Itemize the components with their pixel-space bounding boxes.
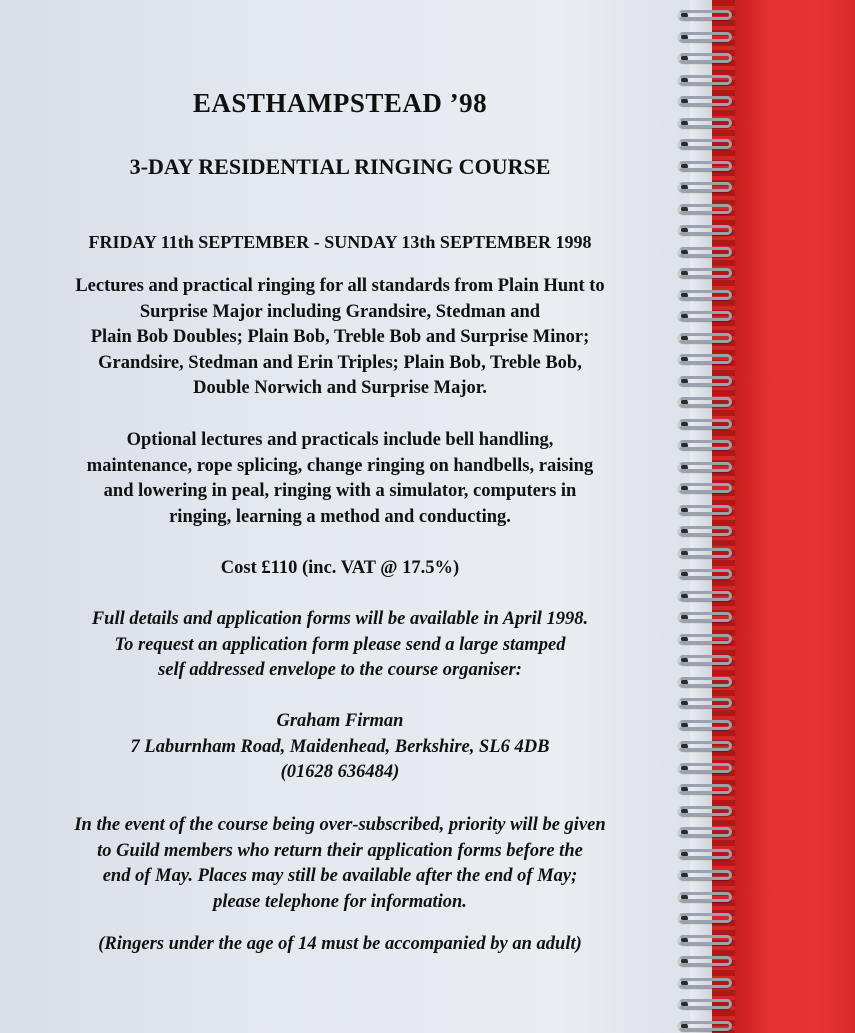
spiral-wire: [678, 75, 732, 85]
spiral-coil: [676, 96, 738, 108]
spiral-wire: [678, 698, 732, 708]
spiral-coil: [676, 376, 738, 388]
spiral-wire: [678, 268, 732, 278]
priority-line: to Guild members who return their application forms before the: [97, 840, 583, 861]
age-footnote: (Ringers under the age of 14 must be accompanied by an adult): [98, 934, 582, 954]
spiral-coil: [676, 548, 738, 560]
spiral-wire: [678, 913, 732, 923]
spiral-coil: [676, 32, 738, 44]
spiral-coil: [676, 247, 738, 259]
organiser-contact: [20, 709, 660, 786]
details-line: Full details and application forms will be available in April 1998.: [91, 609, 589, 629]
spiral-coil: [676, 827, 738, 839]
spiral-wire: [678, 462, 732, 472]
red-back-cover: [735, 0, 855, 1033]
spiral-wire: [678, 311, 732, 321]
organiser-address: 7 Laburnham Road, Maidenhead, Berkshire, SL6 4DB: [130, 736, 550, 757]
spiral-wire: [678, 612, 732, 622]
spiral-coil: [676, 225, 738, 237]
spiral-wire: [678, 96, 732, 106]
spiral-coil: [676, 483, 738, 495]
spiral-coil: [676, 333, 738, 345]
priority-paragraph: [20, 813, 660, 915]
spiral-coil: [676, 892, 738, 904]
spiral-coil: [676, 75, 738, 87]
spiral-wire: [678, 505, 732, 515]
spiral-coil: [676, 784, 738, 796]
spiral-coil: [676, 419, 738, 431]
priority-line: end of May. Places may still be available after the end of May;: [102, 866, 578, 886]
organiser-phone: (01628 636484): [280, 762, 400, 782]
spiral-wire: [678, 720, 732, 730]
spiral-coil: [676, 526, 738, 538]
spiral-coil: [676, 655, 738, 667]
lectures-line: Double Norwich and Surprise Major.: [193, 378, 487, 398]
spiral-coil: [676, 935, 738, 947]
spiral-wire: [678, 53, 732, 63]
spiral-coil: [676, 999, 738, 1011]
details-line: To request an application form please send a large stamped: [114, 634, 566, 655]
spiral-coil: [676, 612, 738, 624]
spiral-wire: [678, 32, 732, 42]
spiral-wire: [678, 784, 732, 794]
spiral-wire: [678, 182, 732, 192]
spiral-coil: [676, 53, 738, 65]
spiral-wire: [678, 247, 732, 257]
lectures-line: Lectures and practical ringing for all standards from Plain Hunt to: [75, 276, 605, 296]
spiral-wire: [678, 999, 732, 1009]
spiral-wire: [678, 376, 732, 386]
spiral-wire: [678, 591, 732, 601]
spiral-coil: [676, 204, 738, 216]
priority-line: In the event of the course being over-subscribed, priority will be given: [74, 815, 606, 835]
optional-line: Optional lectures and practicals include bell handling,: [126, 430, 554, 450]
spiral-wire: [678, 741, 732, 751]
spiral-coil: [676, 139, 738, 151]
spiral-coil: [676, 268, 738, 280]
spiral-wire: [678, 333, 732, 343]
spiral-wire: [678, 419, 732, 429]
spiral-coil: [676, 741, 738, 753]
spiral-coil: [676, 763, 738, 775]
spiral-wire: [678, 634, 732, 644]
spiral-wire: [678, 483, 732, 493]
spiral-coil: [676, 978, 738, 990]
spiral-wire: [678, 978, 732, 988]
spiral-wire: [678, 548, 732, 558]
lectures-line: Grandsire, Stedman and Erin Triples; Plain Bob, Treble Bob,: [98, 352, 582, 373]
organiser-name: Graham Firman: [276, 711, 404, 731]
spiral-wire: [678, 956, 732, 966]
spiral-wire: [678, 290, 732, 300]
spiral-wire: [678, 139, 732, 149]
spiral-coil: [676, 462, 738, 474]
spiral-coil: [676, 591, 738, 603]
course-cost: Cost £110 (inc. VAT @ 17.5%): [220, 558, 460, 578]
spiral-coil: [676, 849, 738, 861]
spiral-coil: [676, 397, 738, 409]
spiral-coil: [676, 569, 738, 581]
spiral-wire: [678, 655, 732, 665]
lectures-line: Surprise Major including Grandsire, Stedman and: [139, 301, 541, 322]
course-dates: FRIDAY 11th SEPTEMBER - SUNDAY 13th SEPTEMBER 1998: [88, 232, 592, 252]
spiral-coil: [676, 290, 738, 302]
details-paragraph: [20, 607, 660, 684]
lectures-line: Plain Bob Doubles; Plain Bob, Treble Bob and Surprise Minor;: [90, 327, 590, 347]
spiral-wire: [678, 204, 732, 214]
optional-line: ringing, learning a method and conducting.: [169, 506, 511, 527]
priority-line: please telephone for information.: [213, 891, 467, 912]
spiral-wire: [678, 440, 732, 450]
details-line: self addressed envelope to the course organiser:: [158, 660, 522, 680]
spiral-wire: [678, 526, 732, 536]
spiral-coil: [676, 161, 738, 173]
spiral-coil: [676, 354, 738, 366]
spiral-coil: [676, 182, 738, 194]
spiral-wire: [678, 10, 732, 20]
spiral-coil: [676, 720, 738, 732]
page-title: EASTHAMPSTEAD ’98: [192, 88, 488, 118]
spiral-wire: [678, 118, 732, 128]
spiral-wire: [678, 1021, 732, 1031]
spiral-wire: [678, 827, 732, 837]
spiral-coil: [676, 440, 738, 452]
spiral-coil: [676, 870, 738, 882]
spiral-wire: [678, 935, 732, 945]
spiral-wire: [678, 569, 732, 579]
spiral-wire: [678, 161, 732, 171]
spiral-coil: [676, 698, 738, 710]
optional-paragraph: [20, 428, 660, 530]
spiral-coil: [676, 1021, 738, 1033]
spiral-coil: [676, 806, 738, 818]
spiral-coil: [676, 913, 738, 925]
spiral-wire: [678, 225, 732, 235]
spiral-wire: [678, 677, 732, 687]
spiral-wire: [678, 354, 732, 364]
spiral-wire: [678, 849, 732, 859]
course-subtitle: 3-DAY RESIDENTIAL RINGING COURSE: [129, 154, 551, 179]
optional-line: and lowering in peal, ringing with a simulator, computers in: [103, 481, 577, 501]
spiral-coil: [676, 505, 738, 517]
spiral-coil: [676, 677, 738, 689]
spiral-wire: [678, 870, 732, 880]
spiral-coil: [676, 118, 738, 130]
spiral-coil: [676, 956, 738, 968]
spiral-binding: [676, 0, 746, 1033]
spiral-coil: [676, 10, 738, 22]
spiral-wire: [678, 892, 732, 902]
lectures-paragraph: [20, 274, 660, 402]
optional-line: maintenance, rope splicing, change ringing on handbells, raising: [86, 455, 594, 476]
spiral-coil: [676, 634, 738, 646]
spiral-wire: [678, 397, 732, 407]
spiral-coil: [676, 311, 738, 323]
spiral-wire: [678, 806, 732, 816]
spiral-wire: [678, 763, 732, 773]
